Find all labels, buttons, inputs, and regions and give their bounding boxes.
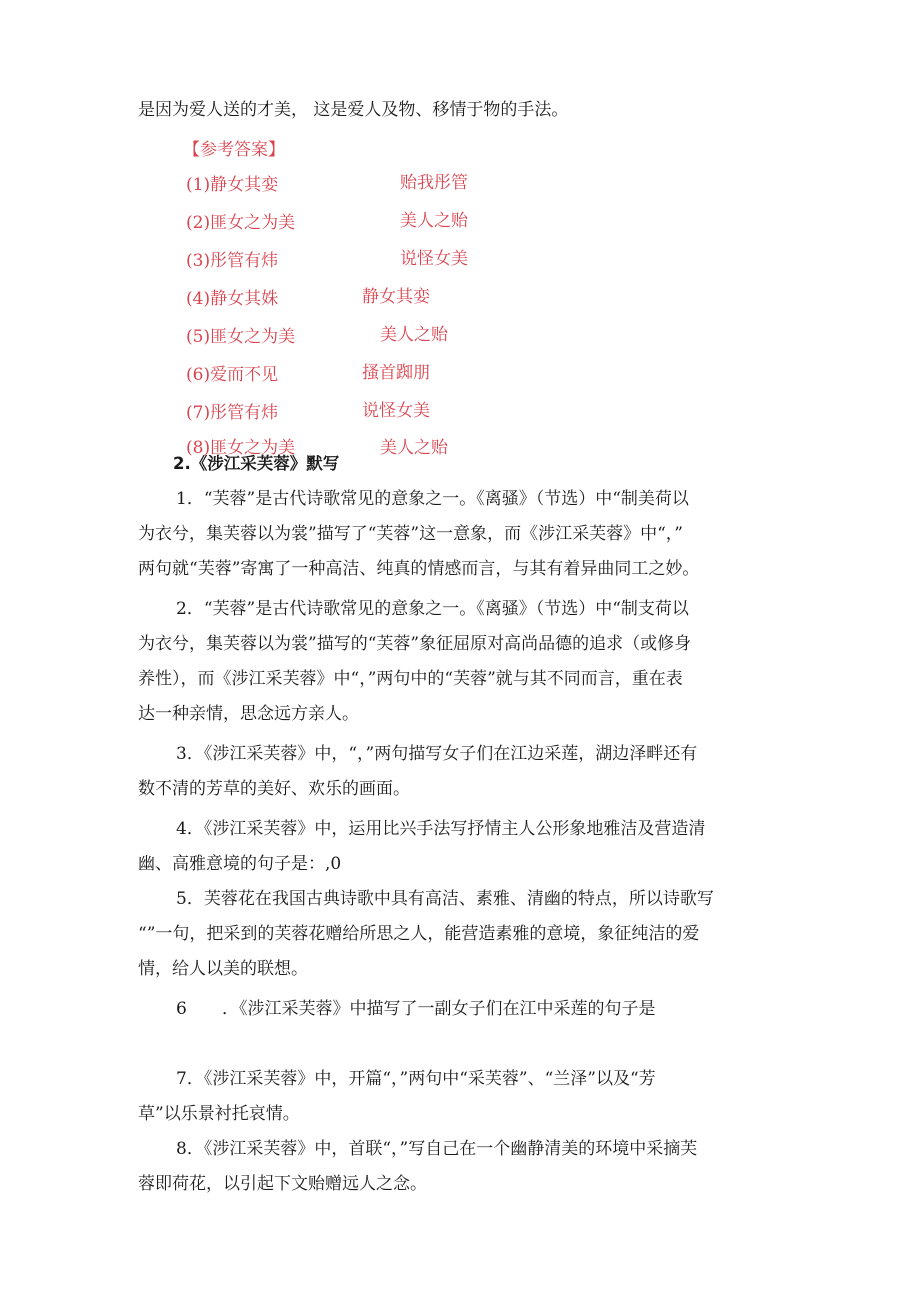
- intro-text: 是因为爱人送的才美， 这是爱人及物、移情于物的手法。: [138, 100, 569, 120]
- answer-7-right: 说怪女美: [362, 401, 430, 421]
- q6-number: 6: [176, 999, 187, 1019]
- q5-line-3: 情，给人以美的联想。: [138, 959, 308, 979]
- answer-8-right: 美人之贻: [380, 438, 448, 458]
- answer-heading: 【参考答案】: [183, 140, 285, 160]
- q7-line-1: 7．《涉江采芙蓉》中，开篇“，”两句中“采芙蓉”、“兰泽”以及“芳: [176, 1069, 656, 1089]
- answer-4-left: (4)静女其姝: [186, 289, 279, 309]
- q3-line-1: 3．《涉江采芙蓉》中，“，”两句描写女子们在江边采莲，湖边泽畔还有: [176, 744, 698, 764]
- answer-8-clipped: [170, 436, 500, 458]
- answer-4-right: 静女其娈: [362, 287, 430, 307]
- answer-3-right: 说怪女美: [400, 249, 468, 269]
- q2-line-3: 养性），而《涉江采芙蓉》中“，”两句中的“芙蓉”就与其不同而言，重在表: [138, 669, 683, 689]
- q4-line-2: 幽、高雅意境的句子是：,0: [138, 854, 342, 874]
- answer-5-right: 美人之贻: [380, 325, 448, 345]
- q1-line-3: 两句就“芙蓉”寄寓了一种高洁、纯真的情感而言，与其有着异曲同工之妙。: [138, 559, 700, 579]
- q6-text: ．《涉江采芙蓉》中描写了一副女子们在江中采莲的句子是: [222, 999, 656, 1019]
- answer-2-left: (2)匪女之为美: [186, 213, 296, 233]
- q7-line-2: 草”以乐景衬托哀情。: [138, 1104, 300, 1124]
- q5-line-2: “”一句，把采到的芙蓉花赠给所思之人，能营造素雅的意境，象征纯洁的爱: [138, 924, 700, 944]
- q2-line-1: 2．“芙蓉”是古代诗歌常见的意象之一。《离骚》（节选）中“制支荷以: [176, 599, 689, 619]
- q8-line-2: 蓉即荷花，以引起下文贻赠远人之念。: [138, 1174, 427, 1194]
- answer-1-right: 贻我彤管: [400, 173, 468, 193]
- answer-2-right: 美人之贻: [400, 211, 468, 231]
- q1-line-1: 1．“芙蓉”是古代诗歌常见的意象之一。《离骚》（节选）中“制美荷以: [176, 489, 689, 509]
- answer-7-left: (7)彤管有炜: [186, 403, 279, 423]
- q4-line-1: 4．《涉江采芙蓉》中，运用比兴手法写抒情主人公形象地雅洁及营造清: [176, 819, 706, 839]
- q8-line-1: 8．《涉江采芙蓉》中，首联“，”写自己在一个幽静清美的环境中采摘芙: [176, 1139, 698, 1159]
- answer-5-left: (5)匪女之为美: [186, 327, 296, 347]
- q2-line-2: 为衣兮，集芙蓉以为裳”描写的“芙蓉”象征屈原对高尚品德的追求（或修身: [138, 634, 692, 654]
- q2-line-4: 达一种亲情，思念远方亲人。: [138, 704, 359, 724]
- answer-1-left: (1)静女其娈: [186, 175, 279, 195]
- section-title: 2.《涉江采芙蓉》默写: [173, 454, 340, 473]
- answer-3-left: (3)彤管有炜: [186, 251, 279, 271]
- q5-line-1: 5．芙蓉花在我国古典诗歌中具有高洁、素雅、清幽的特点，所以诗歌写: [176, 889, 714, 909]
- answer-8-left: (8)匪女之为美: [186, 438, 296, 458]
- q1-line-2: 为衣兮，集芙蓉以为裳”描写了“芙蓉”这一意象，而《涉江采芙蓉》中“，”: [138, 524, 683, 544]
- answer-6-right: 搔首踟朋: [362, 363, 430, 383]
- answer-6-left: (6)爱而不见: [186, 365, 279, 385]
- q3-line-2: 数不清的芳草的美好、欢乐的画面。: [138, 779, 410, 799]
